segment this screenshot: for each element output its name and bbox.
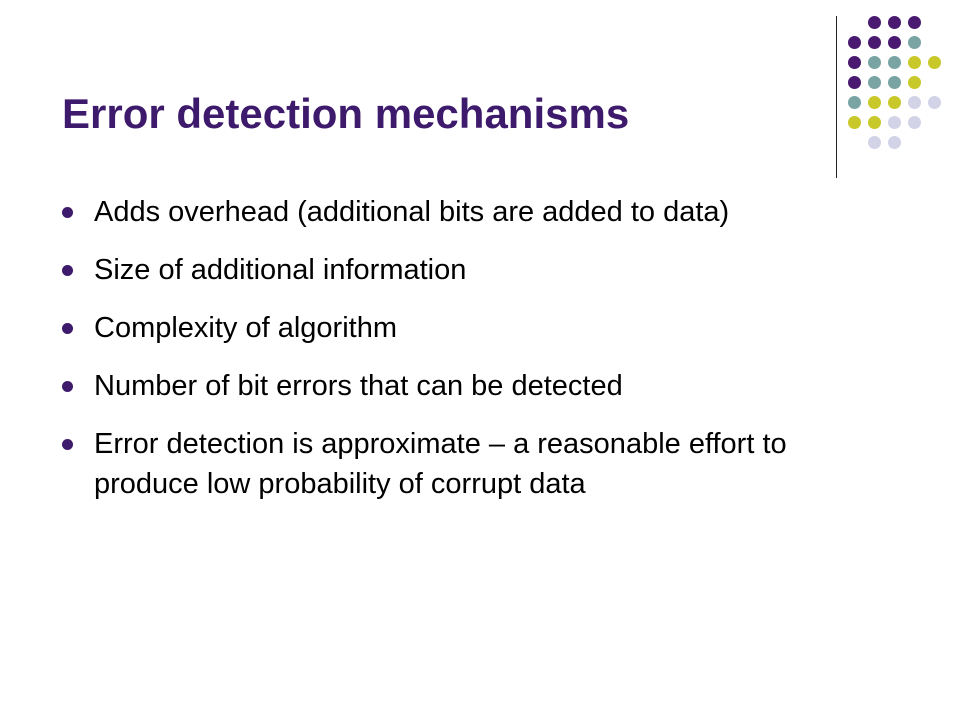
- decorative-dot: [848, 96, 861, 109]
- decorative-dot: [868, 136, 881, 149]
- bullet-text: Number of bit errors that can be detected: [94, 370, 623, 402]
- decorative-dot: [908, 16, 921, 29]
- decorative-dot: [868, 16, 881, 29]
- decorative-dot: [908, 56, 921, 69]
- decorative-dot: [908, 116, 921, 129]
- decorative-dot: [928, 56, 941, 69]
- bullet-text: Adds overhead (additional bits are added to data): [94, 196, 730, 228]
- decorative-dot: [868, 56, 881, 69]
- bullet-dot-icon: [62, 207, 73, 218]
- decorative-dot: [908, 96, 921, 109]
- decorative-dot: [868, 76, 881, 89]
- decorative-dot: [848, 56, 861, 69]
- bullet-text: Error detection is approximate – a reasonable effort to produce low probability of corrupt data: [94, 428, 787, 500]
- bullet-item: [62, 308, 882, 348]
- decorative-dot: [888, 56, 901, 69]
- decorative-dot: [888, 116, 901, 129]
- decorative-dot: [848, 76, 861, 89]
- decorative-dot: [868, 96, 881, 109]
- bullet-item: [62, 424, 882, 504]
- bullet-dot-icon: [62, 381, 73, 392]
- vertical-divider: [836, 16, 837, 178]
- bullet-dot-icon: [62, 323, 73, 334]
- decorative-dot: [888, 96, 901, 109]
- slide-title: Error detection mechanisms: [62, 90, 630, 137]
- bullet-text: Complexity of algorithm: [94, 312, 397, 344]
- bullet-text: Size of additional information: [94, 254, 467, 286]
- bullet-dot-icon: [62, 265, 73, 276]
- decorative-dot: [888, 76, 901, 89]
- decorative-dot: [888, 16, 901, 29]
- bullet-list: [62, 192, 882, 522]
- decorative-dot: [908, 36, 921, 49]
- bullet-item: [62, 192, 882, 232]
- decorative-dot: [848, 116, 861, 129]
- decorative-dot: [928, 96, 941, 109]
- bullet-item: [62, 250, 882, 290]
- decorative-dot: [868, 116, 881, 129]
- bullet-item: [62, 366, 882, 406]
- decorative-dot: [908, 76, 921, 89]
- decorative-dot: [888, 36, 901, 49]
- decorative-dot: [868, 36, 881, 49]
- decorative-dot: [848, 36, 861, 49]
- bullet-dot-icon: [62, 439, 73, 450]
- decorative-dot: [888, 136, 901, 149]
